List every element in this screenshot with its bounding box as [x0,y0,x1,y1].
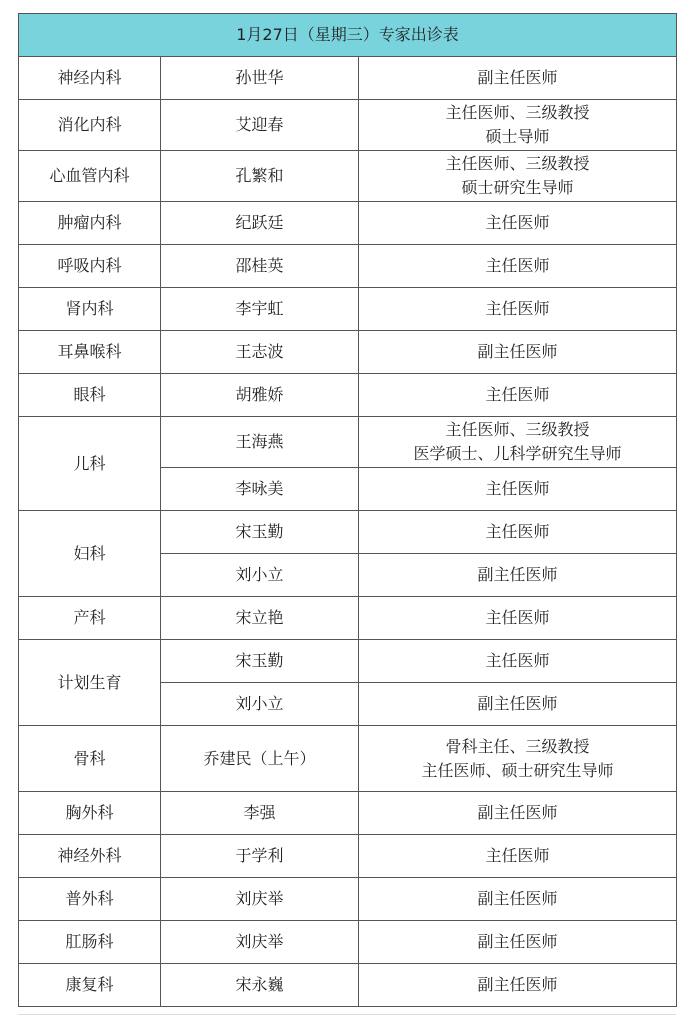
table-row [19,288,677,331]
title-cell [359,202,677,245]
title-cell [359,683,677,726]
table-row [19,245,677,288]
title-line: 副主任医师 [477,694,558,713]
department-cell: 骨科 [19,726,161,792]
title-line: 主任医师 [485,479,550,498]
title-cell [359,245,677,288]
table-title: 1月27日（星期三）专家出诊表 [19,14,677,57]
table-row [19,597,677,640]
table-row [19,640,677,683]
doctor-cell: 纪跃廷 [161,202,359,245]
table-row [19,202,677,245]
doctor-cell: 孙世华 [161,57,359,100]
department-cell: 呼吸内科 [19,245,161,288]
department-cell: 产科 [19,597,161,640]
department-cell: 计划生育 [19,640,161,726]
title-cell [359,511,677,554]
department-cell: 普外科 [19,878,161,921]
title-cell [359,921,677,964]
schedule-table [18,13,677,1007]
title-cell [359,640,677,683]
doctor-cell: 李宇虹 [161,288,359,331]
table-row [19,835,677,878]
doctor-cell: 胡雅娇 [161,374,359,417]
department-cell: 肾内科 [19,288,161,331]
doctor-cell: 王志波 [161,331,359,374]
title-line: 主任医师 [485,385,550,404]
doctor-cell: 王海燕 [161,417,359,468]
department-cell: 消化内科 [19,100,161,151]
doctor-cell: 于学利 [161,835,359,878]
department-cell: 肿瘤内科 [19,202,161,245]
title-line: 骨科主任、三级教授 [445,736,590,756]
doctor-cell: 宋永巍 [161,964,359,1007]
title-line: 主任医师、三级教授 [445,154,590,173]
department-cell: 儿科 [19,417,161,511]
table-row [19,100,677,151]
title-line: 主任医师 [485,522,550,541]
department-cell: 胸外科 [19,792,161,835]
table-row [19,878,677,921]
title-cell [359,835,677,878]
table-row [19,151,677,202]
table-header-row [19,14,677,57]
title-line: 主任医师 [485,608,550,627]
doctor-cell: 宋玉勤 [161,511,359,554]
doctor-cell: 宋立艳 [161,597,359,640]
title-cell [359,597,677,640]
title-cell [359,726,677,792]
title-cell [359,57,677,100]
department-cell: 肛肠科 [19,921,161,964]
title-cell [359,151,677,202]
title-line: 副主任医师 [477,803,558,822]
doctor-cell: 李强 [161,792,359,835]
title-line: 主任医师、硕士研究生导师 [421,760,614,780]
doctor-cell: 艾迎春 [161,100,359,151]
doctor-cell: 孔繁和 [161,151,359,202]
title-line: 副主任医师 [477,932,558,951]
title-line: 主任医师、三级教授 [445,420,590,439]
table-row [19,921,677,964]
department-cell: 康复科 [19,964,161,1007]
table-row [19,726,677,792]
doctor-cell: 邵桂英 [161,245,359,288]
title-cell [359,468,677,511]
title-cell [359,331,677,374]
doctor-cell: 刘小立 [161,683,359,726]
department-cell: 妇科 [19,511,161,597]
title-line: 副主任医师 [477,565,558,584]
table-row [19,331,677,374]
title-line: 主任医师 [485,213,550,232]
title-cell [359,964,677,1007]
title-line: 主任医师 [485,846,550,865]
title-line: 主任医师、三级教授 [445,103,590,122]
doctor-cell: 刘庆举 [161,878,359,921]
title-line: 主任医师 [485,256,550,275]
page-bottom-divider [18,1014,676,1015]
title-cell [359,878,677,921]
department-cell: 眼科 [19,374,161,417]
doctor-cell: 李咏美 [161,468,359,511]
title-line: 副主任医师 [477,889,558,908]
title-line: 硕士研究生导师 [461,178,574,197]
doctor-cell: 刘庆举 [161,921,359,964]
department-cell: 神经外科 [19,835,161,878]
title-line: 主任医师 [485,651,550,670]
title-cell [359,792,677,835]
department-cell: 耳鼻喉科 [19,331,161,374]
doctor-cell: 刘小立 [161,554,359,597]
table-row [19,374,677,417]
table-row [19,417,677,468]
title-cell [359,417,677,468]
title-line: 医学硕士、儿科学研究生导师 [413,444,622,463]
table-row [19,964,677,1007]
department-cell: 神经内科 [19,57,161,100]
table-row [19,511,677,554]
table-row [19,57,677,100]
doctor-cell: 宋玉勤 [161,640,359,683]
table-row [19,792,677,835]
title-cell [359,100,677,151]
title-cell [359,374,677,417]
title-cell [359,288,677,331]
title-line: 主任医师 [485,299,550,318]
title-line: 副主任医师 [477,68,558,87]
department-cell: 心血管内科 [19,151,161,202]
title-line: 副主任医师 [477,342,558,361]
title-cell [359,554,677,597]
doctor-cell: 乔建民（上午） [161,726,359,792]
title-line: 副主任医师 [477,975,558,994]
title-line: 硕士导师 [485,127,550,146]
